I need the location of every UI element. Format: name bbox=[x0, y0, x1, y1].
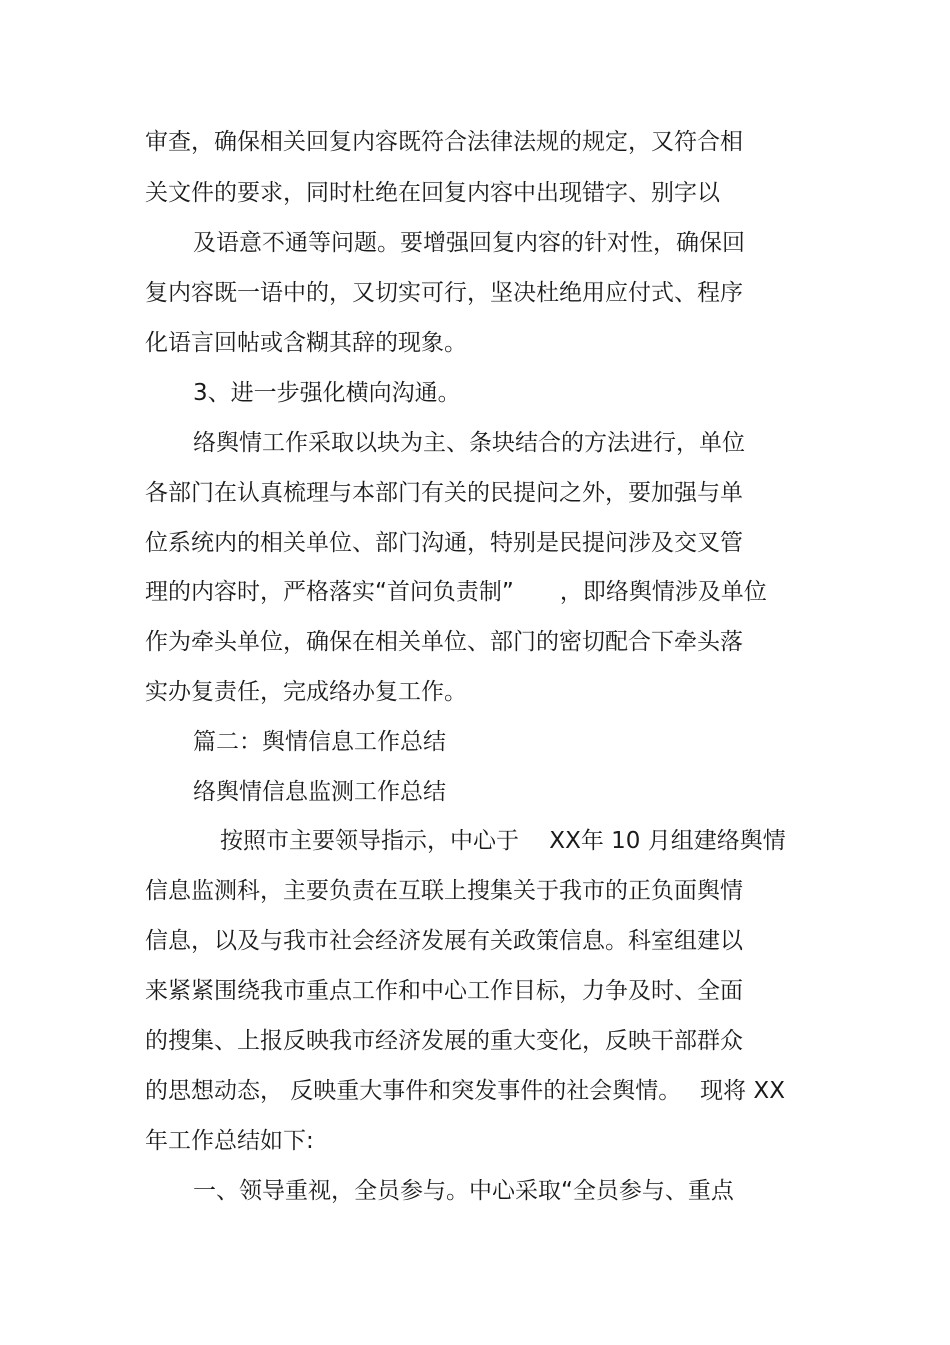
text-line: 的搜集、上报反映我市经济发展的重大变化，反映干部群众 bbox=[145, 1028, 743, 1054]
text-line: 信息，以及与我市社会经济发展有关政策信息。科室组建以 bbox=[145, 928, 743, 954]
chapter-heading: 篇二：舆情信息工作总结 bbox=[193, 729, 446, 755]
text-line: 审查，确保相关回复内容既符合法律法规的规定，又符合相 bbox=[145, 129, 743, 155]
text-line: 实办复责任，完成络办复工作。 bbox=[145, 679, 467, 705]
text-line: 络舆情工作采取以块为主、条块结合的方法进行，单位 bbox=[193, 430, 745, 456]
text-line: 按照市主要领导指示，中心于 XX年 10 月组建络舆情 bbox=[220, 828, 786, 854]
text-line: 信息监测科，主要负责在互联上搜集关于我市的正负面舆情 bbox=[145, 878, 743, 904]
text-line: 年工作总结如下: bbox=[145, 1128, 314, 1154]
text-line: 理的内容时，严格落实“首问负责制” ，即络舆情涉及单位 bbox=[145, 579, 767, 605]
text-line: 作为牵头单位，确保在相关单位、部门的密切配合下牵头落 bbox=[145, 629, 743, 655]
document-title: 络舆情信息监测工作总结 bbox=[193, 779, 446, 805]
text-line: 关文件的要求，同时杜绝在回复内容中出现错字、别字以 bbox=[145, 180, 720, 206]
text-line: 一、领导重视，全员参与。中心采取“全员参与、重点 bbox=[193, 1178, 734, 1204]
section-heading: 3、进一步强化横向沟通。 bbox=[193, 380, 461, 406]
text-line: 位系统内的相关单位、部门沟通，特别是民提问涉及交叉管 bbox=[145, 530, 743, 556]
text-line: 复内容既一语中的，又切实可行，坚决杜绝用应付式、程序 bbox=[145, 280, 743, 306]
text-line: 来紧紧围绕我市重点工作和中心工作目标，力争及时、全面 bbox=[145, 978, 743, 1004]
text-line: 及语意不通等问题。要增强回复内容的针对性，确保回 bbox=[193, 230, 745, 256]
text-line: 的思想动态， 反映重大事件和突发事件的社会舆情。 现将 XX bbox=[145, 1078, 785, 1104]
text-line: 各部门在认真梳理与本部门有关的民提问之外，要加强与单 bbox=[145, 480, 743, 506]
text-line: 化语言回帖或含糊其辞的现象。 bbox=[145, 330, 467, 356]
